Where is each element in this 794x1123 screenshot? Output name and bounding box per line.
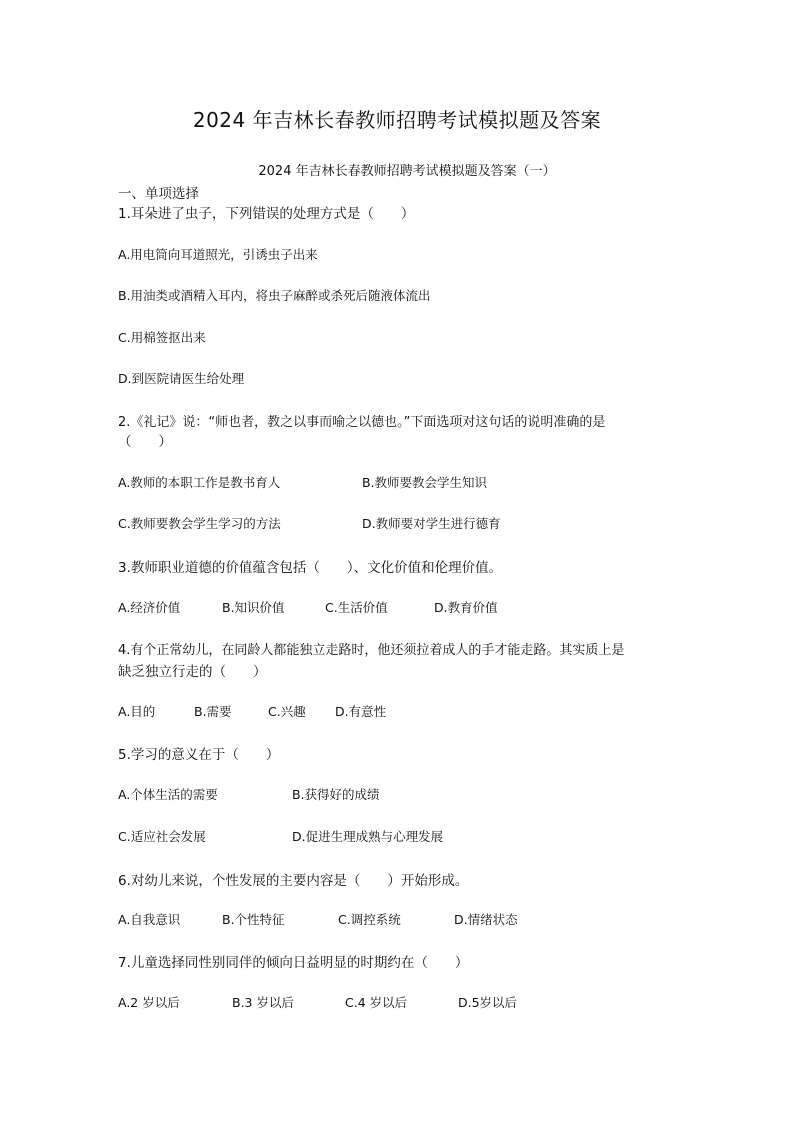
question-3-stem: 3.教师职业道德的价值蕴含包括（ ）、文化价值和伦理价值。 <box>118 560 503 576</box>
question-5-option-a: A.个体生活的需要 <box>118 787 218 802</box>
question-2-stem-line-2: （ ） <box>118 434 172 450</box>
question-2-stem-line-1: 2.《礼记》说：“师也者，教之以事而喻之以德也。”下面选项对这句话的说明准确的是 <box>118 415 606 430</box>
question-5-option-b: B.获得好的成绩 <box>292 787 380 802</box>
question-6-option-d: D.情绪状态 <box>454 912 518 927</box>
question-3-option-a: A.经济价值 <box>118 600 181 615</box>
question-6-stem: 6.对幼儿来说，个性发展的主要内容是（ ）开始形成。 <box>118 873 469 889</box>
question-7-option-d: D.5岁以后 <box>458 995 518 1010</box>
question-4-option-c: C.兴趣 <box>268 704 306 719</box>
question-3-option-c: C.生活价值 <box>325 600 388 615</box>
question-2-option-d: D.教师要对学生进行德育 <box>362 516 501 531</box>
question-7-option-c: C.4 岁以后 <box>345 995 408 1010</box>
question-4-stem-line-1: 4.有个正常幼儿，在同龄人都能独立走路时，他还须拉着成人的手才能走路。其实质上是 <box>118 643 625 658</box>
question-7-stem: 7.儿童选择同性别同伴的倾向日益明显的时期约在（ ） <box>118 955 469 971</box>
question-1-option-d: D.到医院请医生给处理 <box>118 371 245 386</box>
question-4-option-d: D.有意性 <box>335 704 387 719</box>
question-1-option-a: A.用电筒向耳道照光，引诱虫子出来 <box>118 247 318 262</box>
question-7-option-b: B.3 岁以后 <box>232 995 294 1010</box>
question-7-option-a: A.2 岁以后 <box>118 995 180 1010</box>
question-5-option-c: C.适应社会发展 <box>118 829 206 844</box>
question-6-option-c: C.调控系统 <box>338 912 401 927</box>
question-2-option-b: B.教师要教会学生知识 <box>362 475 488 490</box>
question-1-option-b: B.用油类或酒精入耳内，将虫子麻醉或杀死后随液体流出 <box>118 288 431 303</box>
document-subtitle: 2024 年吉林长春教师招聘考试模拟题及答案（一） <box>258 164 556 179</box>
question-5-stem: 5.学习的意义在于（ ） <box>118 747 280 763</box>
question-4-option-b: B.需要 <box>194 704 232 719</box>
document-title: 2024 年吉林长春教师招聘考试模拟题及答案 <box>192 108 602 132</box>
question-5-option-d: D.促进生理成熟与心理发展 <box>292 829 444 844</box>
question-1-option-c: C.用棉签抠出来 <box>118 330 206 345</box>
section-heading: 一、单项选择 <box>118 186 199 202</box>
question-6-option-b: B.个性特征 <box>222 912 285 927</box>
question-4-option-a: A.目的 <box>118 704 156 719</box>
question-2-option-a: A.教师的本职工作是教书育人 <box>118 475 281 490</box>
question-4-stem-line-2: 缺乏独立行走的（ ） <box>118 664 267 680</box>
question-3-option-d: D.教育价值 <box>434 600 498 615</box>
question-6-option-a: A.自我意识 <box>118 912 181 927</box>
question-3-option-b: B.知识价值 <box>222 600 285 615</box>
question-2-option-c: C.教师要教会学生学习的方法 <box>118 516 281 531</box>
question-1-stem: 1.耳朵进了虫子，下列错误的处理方式是（ ） <box>118 206 415 222</box>
